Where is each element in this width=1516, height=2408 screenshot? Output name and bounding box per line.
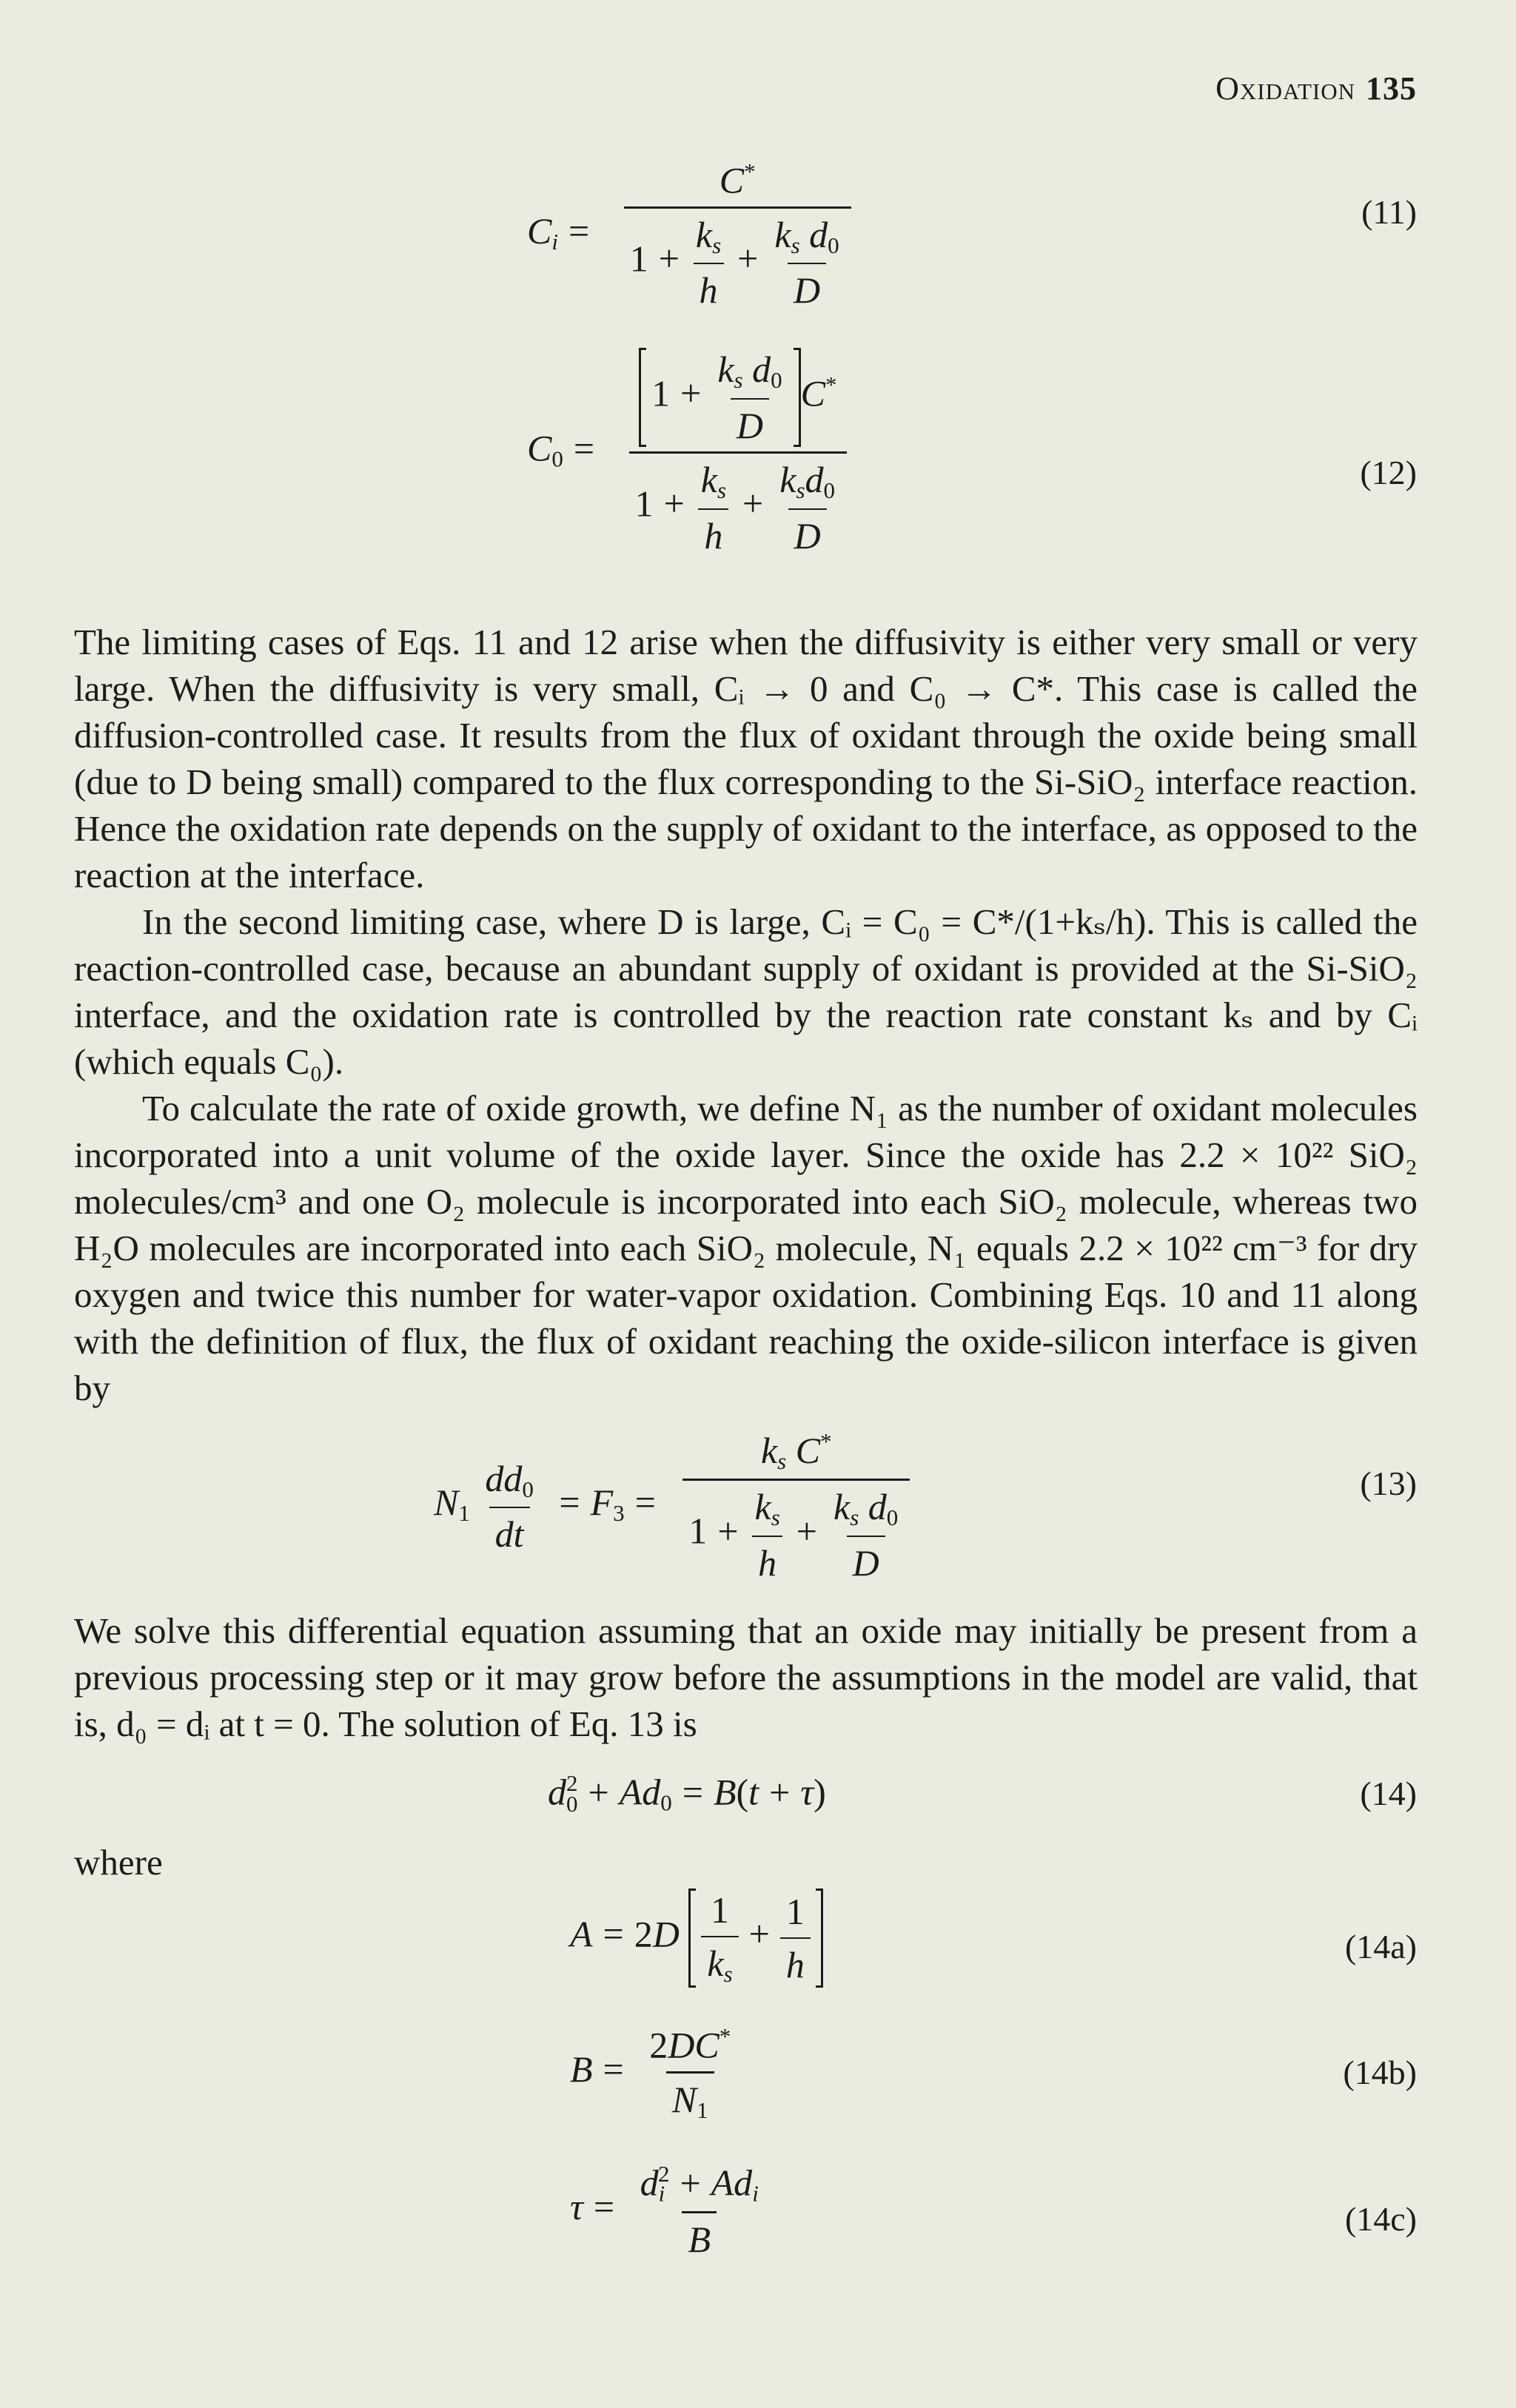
equation-number: (14b) <box>1343 2054 1417 2091</box>
equation-number: (12) <box>1360 454 1417 491</box>
body-text-block-2 <box>74 1607 1418 1747</box>
running-header <box>1215 70 1417 107</box>
paragraph: The limiting cases of Eqs. 11 and 12 arise when the diffusivity is either very small or very large. When the diffusivity is very small, Cᵢ → 0 and C₀ → C*. This case is called the diffusion-controlled case. It results from the flux of oxidant through the oxide being small (due to D being small) compared to the flux corresponding to the Si-SiO₂ interface reaction. Hence the oxidation rate depends on the supply of oxidant to the interface, as opposed to the reaction at the interface. <box>74 622 1418 895</box>
equation-number: (14a) <box>1344 1928 1417 1965</box>
body-text-block-1 <box>74 619 1418 1411</box>
equation-number: (13) <box>1360 1464 1417 1502</box>
equation-number: (14c) <box>1344 2200 1417 2238</box>
section-title: Oxidation <box>1215 70 1355 107</box>
paragraph: In the second limiting case, where D is large, Cᵢ = C₀ = C*/(1+kₛ/h). This is called the reaction-controlled case, because an abundant supply of oxidant is provided at the Si-SiO₂ interface, and the oxidation rate is controlled by the reaction rate constant kₛ and by Cᵢ (which equals C₀). <box>74 901 1418 1082</box>
where-label: where <box>74 1842 163 1883</box>
paragraph: To calculate the rate of oxide growth, we define N₁ as the number of oxidant molecules incorporated into a unit volume of the oxide layer. Since the oxide has 2.2 × 10²² SiO₂ molecules/cm³ and one O₂ molecule is incorporated into each SiO₂ molecule, whereas two H₂O molecules are incorporated into each SiO₂ molecule, N₁ equals 2.2 × 10²² cm⁻³ for dry oxygen and twice this number for water-vapor oxidation. Combining Eqs. 10 and 11 along with the definition of flux, the flux of oxidant reaching the oxide-silicon interface is given by <box>74 1088 1418 1408</box>
paragraph: We solve this differential equation assuming that an oxide may initially be present from a previous processing step or it may grow before the assumptions in the model are valid, that is, d₀ = dᵢ at t = 0. The solution of Eq. 13 is <box>74 1610 1418 1744</box>
page-number: 135 <box>1366 70 1417 107</box>
equation-number: (14) <box>1360 1775 1417 1812</box>
equation-number: (11) <box>1361 193 1417 231</box>
